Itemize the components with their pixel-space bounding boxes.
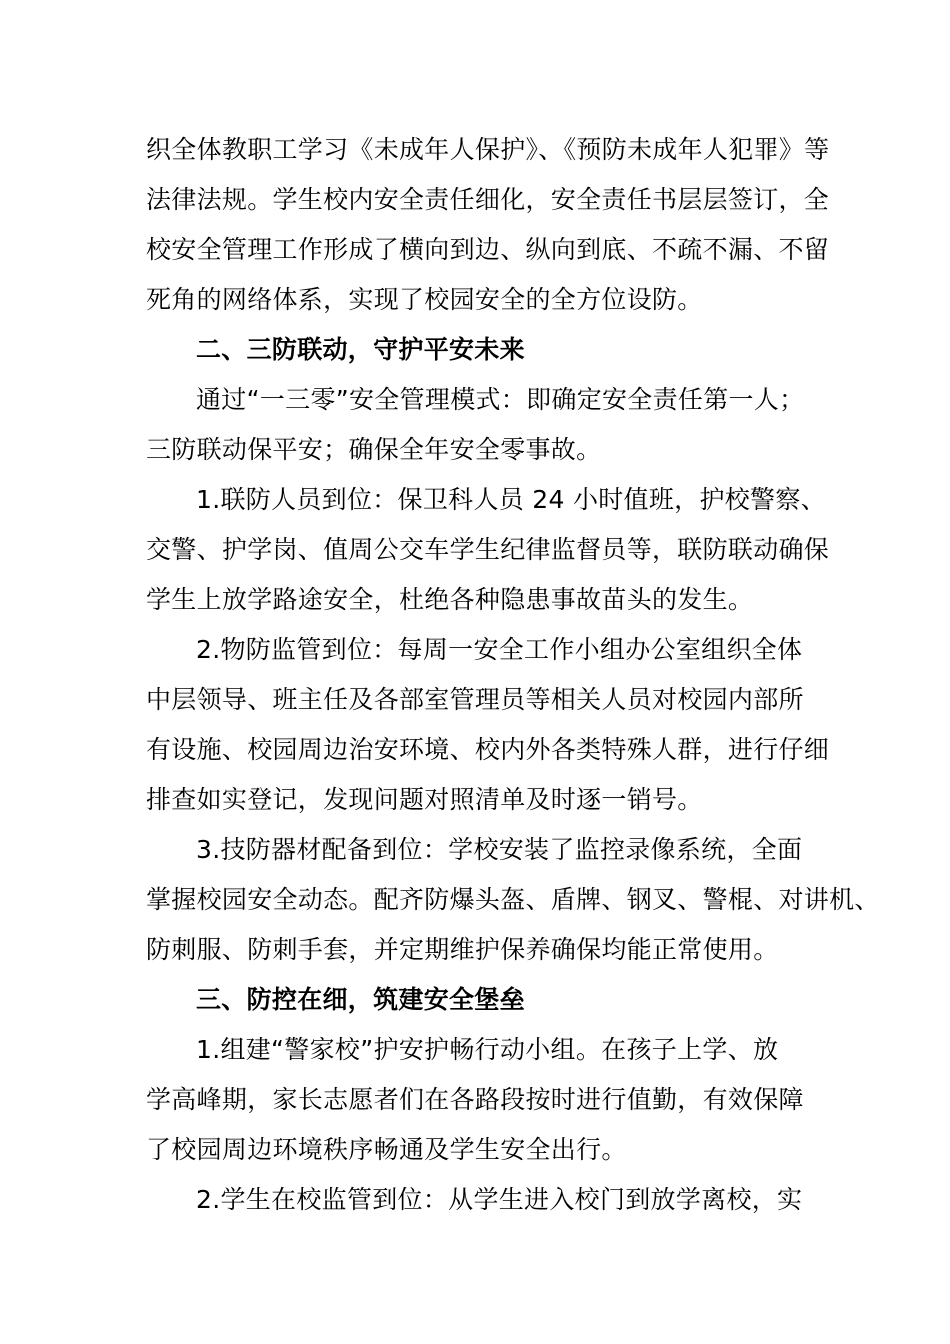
text-line: 2.学生在校监管到位：从学生进入校门到放学离校，实 bbox=[196, 1185, 803, 1214]
text-line: 防刺服、防刺手套，并定期维护保养确保均能正常使用。 bbox=[146, 935, 779, 964]
section-heading: 三、防控在细，筑建安全堡垒 bbox=[196, 985, 525, 1014]
text-line: 中层领导、班主任及各部室管理员等相关人员对校园内部所 bbox=[146, 685, 804, 714]
text-line: 学生上放学路途安全，杜绝各种隐患事故苗头的发生。 bbox=[146, 585, 754, 614]
text-line: 1.组建“警家校”护安护畅行动小组。在孩子上学、放 bbox=[196, 1035, 779, 1064]
text-line: 交警、护学岗、值周公交车学生纪律监督员等，联防联动确保 bbox=[146, 535, 830, 564]
text-line: 死角的网络体系，实现了校园安全的全方位设防。 bbox=[146, 285, 703, 314]
text-line: 三防联动保平安；确保全年安全零事故。 bbox=[146, 435, 602, 464]
text-line: 织全体教职工学习《未成年人保护》、《预防未成年人犯罪》等 bbox=[146, 135, 830, 164]
text-line: 排查如实登记，发现问题对照清单及时逐一销号。 bbox=[146, 785, 703, 814]
text-line: 学高峰期，家长志愿者们在各路段按时进行值勤，有效保障 bbox=[146, 1085, 804, 1114]
text-line: 法律法规。学生校内安全责任细化，安全责任书层层签订，全 bbox=[146, 185, 830, 214]
text-line: 2.物防监管到位：每周一安全工作小组办公室组织全体 bbox=[196, 635, 803, 664]
text-line: 通过“一三零”安全管理模式：即确定安全责任第一人； bbox=[196, 385, 805, 414]
text-line: 1.联防人员到位：保卫科人员 24 小时值班，护校警察、 bbox=[196, 485, 826, 514]
text-line: 掌握校园安全动态。配齐防爆头盔、盾牌、钢叉、警棍、对讲机、 bbox=[146, 885, 880, 914]
text-line: 有设施、校园周边治安环境、校内外各类特殊人群，进行仔细 bbox=[146, 735, 830, 764]
text-line: 了校园周边环境秩序畅通及学生安全出行。 bbox=[146, 1135, 627, 1164]
text-line: 3.技防器材配备到位：学校安装了监控录像系统，全面 bbox=[196, 835, 803, 864]
text-line: 校安全管理工作形成了横向到边、纵向到底、不疏不漏、不留 bbox=[146, 235, 830, 264]
section-heading: 二、三防联动，守护平安未来 bbox=[196, 335, 525, 364]
